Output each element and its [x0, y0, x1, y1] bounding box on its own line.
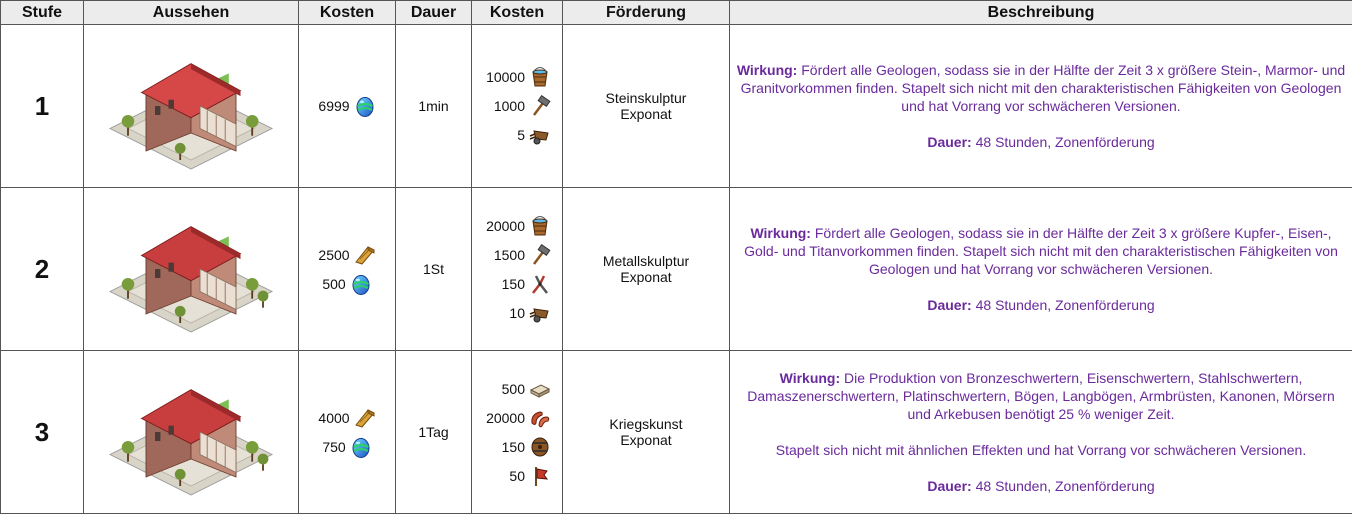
resource-line: [472, 63, 562, 92]
aussehen-cell: [84, 351, 299, 514]
cost-line: [299, 240, 395, 269]
water-bucket-icon: [529, 215, 551, 237]
foerderung-type: Exponat: [620, 269, 672, 285]
resource-amount: 1500: [493, 246, 525, 263]
beschreibung-cell: [730, 188, 1352, 351]
wheelbarrow-icon: [529, 124, 551, 146]
header-foerderung: Förderung: [563, 1, 730, 25]
foerderung-type: Exponat: [620, 432, 672, 448]
resource-line: [472, 92, 562, 121]
resource-line: [472, 298, 562, 327]
cost-amount: 6999: [318, 98, 350, 114]
cost-amount: 500: [322, 275, 346, 292]
resource-cost-cell: [472, 188, 563, 351]
resource-line: [472, 432, 562, 461]
header-beschreibung: Beschreibung: [730, 1, 1352, 25]
resource-line: [472, 211, 562, 240]
resource-line: [472, 374, 562, 403]
dauer-label: Dauer:: [927, 478, 972, 494]
building-image: [84, 362, 298, 502]
stufe-value: 2: [34, 253, 50, 284]
kosten-cell: [299, 25, 396, 188]
building-image: [84, 199, 298, 339]
cost-amount: 2500: [318, 246, 350, 263]
spacer: [736, 115, 1346, 133]
dauer-value: 1Tag: [418, 424, 449, 440]
table-row: [1, 25, 1352, 188]
header-kosten-resources: Kosten: [472, 1, 563, 25]
banner-icon: [529, 465, 551, 487]
foerderung-name: Kriegskunst: [609, 416, 683, 432]
spacer: [736, 459, 1346, 477]
foerderung-type: Exponat: [620, 106, 672, 122]
pliers-icon: [529, 273, 551, 295]
resource-amount: 20000: [486, 409, 525, 426]
barrel-icon: [529, 436, 551, 458]
dauer-cell: [396, 351, 472, 514]
resource-amount: 500: [501, 380, 525, 397]
cost-line: [299, 432, 395, 461]
resource-amount: 50: [509, 467, 525, 484]
resource-line: [472, 403, 562, 432]
header-aussehen: Aussehen: [84, 1, 299, 25]
resource-amount: 10: [509, 304, 525, 321]
building-image: [84, 36, 298, 176]
wirkung-label: Wirkung:: [779, 370, 841, 386]
dauer-text: 48 Stunden, Zonenförderung: [975, 134, 1155, 150]
egg-icon: [354, 95, 376, 117]
plank-icon: [354, 244, 376, 266]
stufe-cell: [1, 351, 84, 514]
sausage-icon: [529, 407, 551, 429]
beschreibung-cell: [730, 25, 1352, 188]
kosten-cell: [299, 188, 396, 351]
water-bucket-icon: [529, 66, 551, 88]
header-dauer: Dauer: [396, 1, 472, 25]
resource-amount: 20000: [486, 217, 525, 234]
foerderung-cell: [563, 351, 730, 514]
dauer-paragraph: [736, 296, 1346, 314]
spacer: [736, 423, 1346, 441]
wirkung-paragraph: [736, 224, 1346, 278]
cost-amount: 750: [322, 438, 346, 455]
foerderung-cell: [563, 25, 730, 188]
wirkung-label: Wirkung:: [736, 62, 798, 78]
aussehen-cell: [84, 25, 299, 188]
resource-line: [472, 121, 562, 150]
wirkung-text: Die Produktion von Bronzeschwertern, Eisenschwertern, Stahlschwertern, Damaszenerschwertern, Platinschwertern, Bögen, Langbögen, Armbrüsten, Kanonen, Mörsern und Arkebusen benötigt 25 % weniger Zeit.: [747, 370, 1335, 422]
dauer-text: 48 Stunden, Zonenförderung: [975, 297, 1155, 313]
dauer-label: Dauer:: [927, 134, 972, 150]
wirkung-paragraph: [736, 61, 1346, 115]
stufe-value: 1: [34, 90, 50, 121]
resource-cost-cell: [472, 351, 563, 514]
hammer-icon: [529, 95, 551, 117]
dauer-value: 1St: [422, 261, 444, 277]
hammer-icon: [529, 244, 551, 266]
wheelbarrow-icon: [529, 302, 551, 324]
stufe-cell: [1, 25, 84, 188]
dauer-cell: [396, 25, 472, 188]
dauer-paragraph: [736, 477, 1346, 495]
dauer-label: Dauer:: [927, 297, 972, 313]
beschreibung-cell: [730, 351, 1352, 514]
table-row: [1, 188, 1352, 351]
table-row: [1, 351, 1352, 514]
resource-amount: 1000: [493, 98, 525, 114]
resource-amount: 10000: [486, 69, 525, 85]
foerderung-name: Steinskulptur: [605, 90, 687, 106]
dauer-cell: [396, 188, 472, 351]
egg-icon: [350, 273, 372, 295]
resource-amount: 5: [517, 127, 525, 143]
foerderung-cell: [563, 188, 730, 351]
aussehen-cell: [84, 188, 299, 351]
wirkung-paragraph: [736, 369, 1346, 423]
resource-line: [472, 240, 562, 269]
stufe-value: 3: [34, 416, 50, 447]
header-row: [1, 1, 1352, 25]
cost-line: [299, 92, 395, 121]
dauer-value: 1min: [418, 98, 449, 114]
cost-line: [299, 403, 395, 432]
foerderung-name: Metallskulptur: [602, 253, 690, 269]
resource-line: [472, 461, 562, 490]
spacer: [736, 278, 1346, 296]
wirkung-text: Fördert alle Geologen, sodass sie in der Hälfte der Zeit 3 x größere Stein-, Marmor- und Granitvorkommen finden. Stapelt sich nicht mit den charakteristischen Fähigkeiten von Geologen und hat Vorrang vor schwächeren Versionen.: [740, 62, 1346, 114]
cost-line: [299, 269, 395, 298]
kosten-cell: [299, 351, 396, 514]
cost-amount: 4000: [318, 409, 350, 426]
plank-icon: [354, 407, 376, 429]
resource-line: [472, 269, 562, 298]
resource-cost-cell: [472, 25, 563, 188]
stacking-note: Stapelt sich nicht mit ähnlichen Effekten und hat Vorrang vor schwächeren Versionen.: [775, 442, 1307, 458]
egg-icon: [350, 436, 372, 458]
resource-amount: 150: [501, 438, 525, 455]
dauer-text: 48 Stunden, Zonenförderung: [975, 478, 1155, 494]
wirkung-text: Fördert alle Geologen, sodass sie in der Hälfte der Zeit 3 x größere Kupfer-, Eisen-, Gold- und Titanvorkommen finden. Stapelt sich nicht mit den charakteristischen Fähigkeiten von Geologen und hat Vorrang vor schwächeren Versionen.: [744, 225, 1338, 277]
resource-amount: 150: [501, 275, 525, 292]
wirkung-label: Wirkung:: [750, 225, 811, 241]
header-kosten: Kosten: [299, 1, 396, 25]
dauer-paragraph: [736, 133, 1346, 151]
header-stufe: Stufe: [1, 1, 84, 25]
brick-icon: [529, 378, 551, 400]
stufe-cell: [1, 188, 84, 351]
